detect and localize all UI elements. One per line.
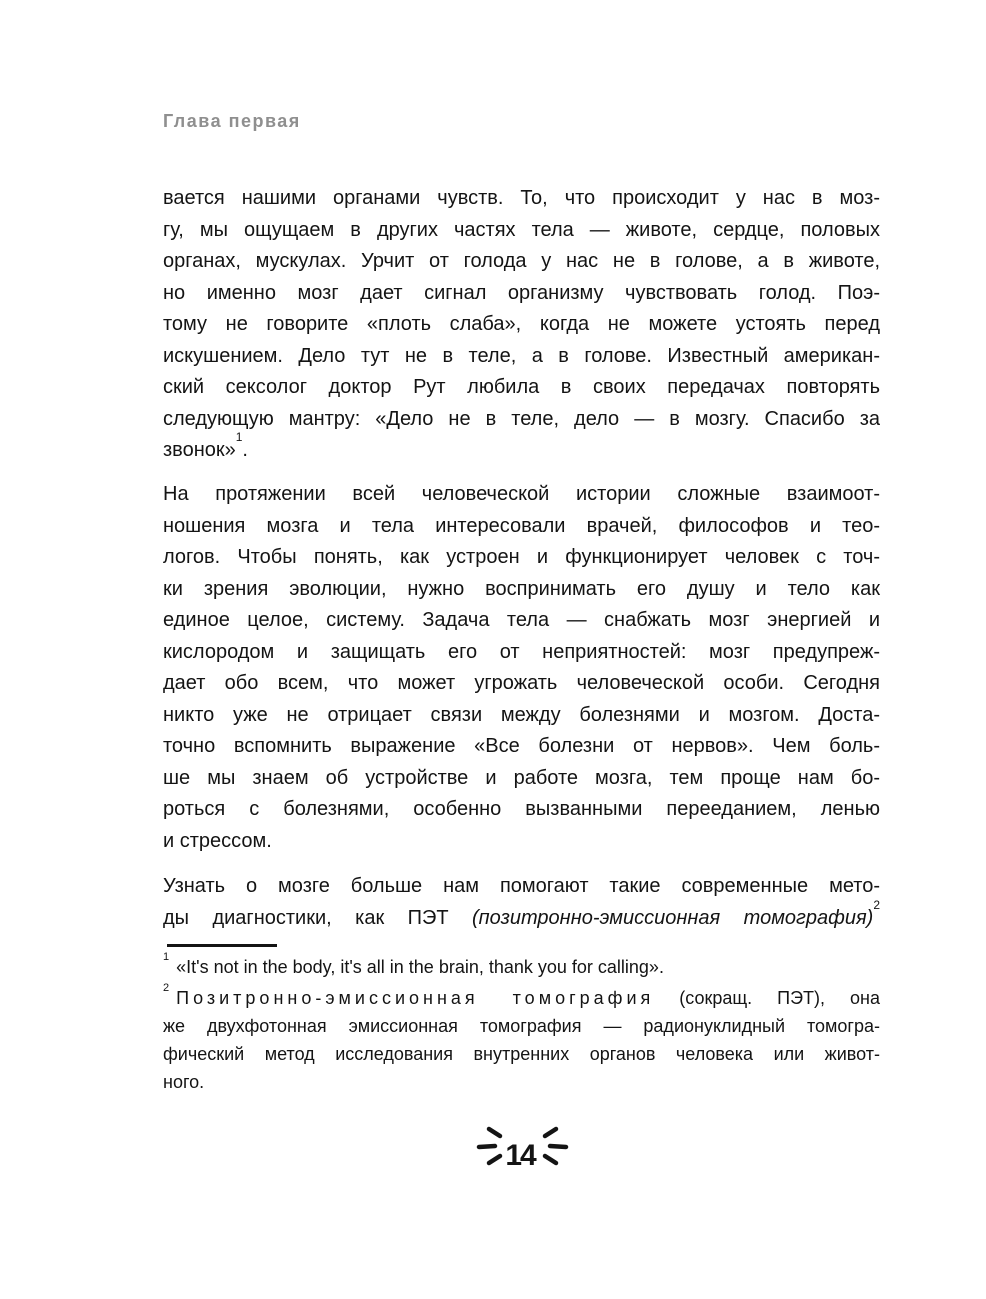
text-line (163, 897, 880, 935)
footnote-2-line (163, 984, 880, 1012)
text-line: гу, мы ощущаем в других частях тела — животе, сердце, половых (163, 218, 880, 241)
paragraph-1 (163, 183, 880, 467)
text-line: ки зрения эволюции, нужно воспринимать его душу и тело как (163, 577, 880, 600)
text-line: искушением. Дело тут не в теле, а в голове. Известный американ- (163, 344, 880, 367)
paragraph-2 (163, 479, 880, 857)
paragraph-3 (163, 871, 880, 934)
italic-term: (позитронно-эмиссионная томография) (472, 906, 874, 929)
text-line: дает обо всем, что может угрожать человеческой особи. Сегодня (163, 672, 880, 694)
footnote-ref-2: 2 (873, 897, 880, 912)
footnote-2-line: же двухфотонная эмиссионная томография — радионуклидный томогра- (163, 1016, 880, 1036)
text-line: ский сексолог доктор Рут любила в своих передачах повторять (163, 376, 880, 398)
text-line: Узнать о мозге больше нам помогают такие современные мето- (163, 875, 880, 897)
text-line: точно вспомнить выражение «Все болезни от нервов». Чем боль- (163, 735, 880, 757)
text-line: роться с болезнями, особенно вызванными перееданием, ленью (163, 798, 880, 820)
text-line: единое целое, систему. Задача тела — снабжать мозг энергией и (163, 609, 880, 631)
text-line: логов. Чтобы понять, как устроен и функционирует человек с точ- (163, 546, 880, 568)
footnote-2-line: ного. (163, 1072, 205, 1092)
text-line (163, 430, 880, 467)
text-line: кислородом и защищать его от неприятностей: мозг предупреж- (163, 640, 880, 663)
footnote-marker-2: 2 (163, 982, 170, 994)
footnote-separator (167, 944, 277, 947)
text-line: ношения мозга и тела интересовали врачей, философов и тео- (163, 514, 880, 537)
footnote-text: «It's not in the body, it's all in the brain, thank you for calling». (176, 957, 664, 977)
text-segment: . (242, 439, 248, 461)
text-segment: ды диагностики, как ПЭТ (163, 906, 473, 929)
footnote-2-line: фический метод исследования внутренних органов человека или живот- (163, 1044, 880, 1064)
spaced-term: Позитронно-эмиссионная томография (176, 988, 655, 1008)
text-line: тому не говорите «плоть слаба», когда не можете устоять перед (163, 313, 880, 335)
burst-dashes-right (545, 1129, 566, 1163)
footnote-marker-1: 1 (163, 951, 170, 963)
burst-dashes-left (479, 1129, 500, 1163)
footnote-ref-1: 1 (235, 430, 243, 445)
footnote-text: (сокращ. ПЭТ), она (654, 988, 880, 1008)
text-line: На протяжении всей человеческой истории сложные взаимоот- (163, 483, 880, 505)
chapter-header: Глава первая (163, 111, 301, 131)
text-line: следующую мантру: «Дело не в теле, дело — в мозгу. Спасибо за (163, 407, 880, 430)
text-line: никто уже не отрицает связи между болезнями и мозгом. Доста- (163, 703, 880, 726)
page-number-ornament (463, 1120, 583, 1178)
page-number: 14 (505, 1139, 535, 1172)
text-line: вается нашими органами чувств. То, что происходит у нас в моз- (163, 187, 880, 209)
footnotes-block (163, 953, 880, 1096)
text-line: ше мы знаем об устройстве и работе мозга, тем проще нам бо- (163, 766, 880, 789)
text-line: но именно мозг дает сигнал организму чувствовать голод. Поэ- (163, 281, 880, 304)
footnote-1 (163, 953, 880, 981)
text-line: органах, мускулах. Урчит от голода у нас не в голове, а в животе, (163, 250, 880, 272)
text-line: и стрессом. (163, 829, 272, 852)
text-segment: звонок» (163, 439, 236, 461)
